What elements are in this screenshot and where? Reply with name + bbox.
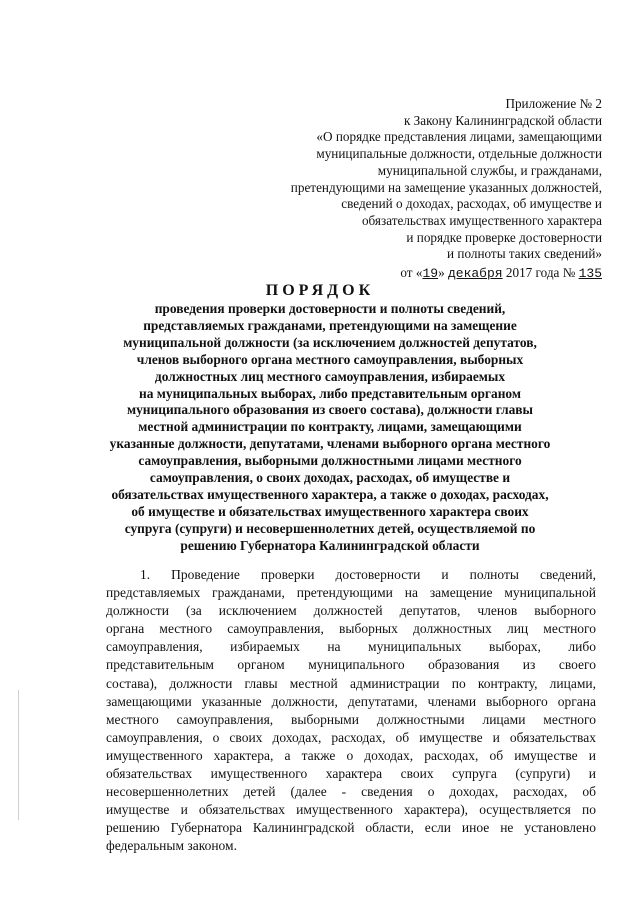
header-line: и порядке проверке достоверности (406, 229, 602, 245)
subtitle-line: муниципальной должности (за исключением должностей депутатов, (123, 334, 537, 350)
subtitle-line: супруга (супруги) и несовершеннолетних детей, осуществляемой по (124, 520, 536, 536)
header-line: сведений о доходах, расходах, об имуществе и (341, 196, 602, 212)
body-line: решению Губернатора Калининградской области, если иное не установлено (106, 820, 596, 836)
law-number: 135 (578, 266, 602, 282)
subtitle-line: указанные должности, депутатами, членами выборного органа местного (109, 436, 551, 452)
header-line: «О порядке представления лицами, замещающими (316, 129, 602, 145)
date-year: 2017 года № (502, 265, 579, 281)
date-mid: » (438, 265, 448, 281)
subtitle-line: самоуправления, о своих доходах, расходах, об имуществе и (149, 470, 511, 486)
subtitle-line: проведения проверки достоверности и полноты сведений, (154, 301, 506, 316)
subtitle-line: должностных лиц местного самоуправления, избираемых (154, 368, 506, 384)
header-line: обязательствах имущественного характера (361, 212, 602, 228)
body-line: замещающими указанные должности, депутатами, членами выборного органа (106, 693, 596, 709)
subtitle-line: членов выборного органа местного самоуправления, выборных (136, 351, 524, 367)
body-line: самоуправления, избираемых на муниципальных выборах, либо (106, 639, 596, 655)
subtitle-line: об имуществе и обязательствах имущественного характера своих (131, 503, 529, 519)
body-line: самоуправления, о своих доходах, расходах, об имуществе и обязательствах (106, 729, 596, 745)
body-line: имущественного характера, а также о доходах, расходах, об имуществе и (106, 747, 596, 763)
body-line: местного самоуправления, выборными должностными лицами местного (106, 711, 596, 727)
header-line: претендующими на замещение указанных должностей, (290, 179, 602, 195)
appendix-header (242, 96, 602, 283)
subtitle-line: на муниципальных выборах, либо представительным органом (139, 385, 521, 401)
header-line: муниципальной службы, и гражданами, (377, 162, 602, 178)
subtitle-line: муниципального образования из своего состава), должности главы (126, 402, 533, 418)
document-title: ПОРЯДОК (265, 282, 375, 299)
subtitle-line: представляемых гражданами, претендующими на замещение (143, 317, 517, 333)
body-line: представительным органом муниципального образования из своего (106, 657, 596, 673)
header-line: Приложение № 2 (505, 96, 602, 111)
date-prefix: от « (400, 265, 423, 281)
document-subtitle (70, 301, 590, 555)
header-line: и полноты таких сведений» (447, 246, 602, 262)
body-line: органа местного самоуправления, выборных должностных лиц местного (106, 621, 596, 637)
law-date-line (242, 265, 602, 283)
date-month: декабря (447, 266, 503, 282)
page-edge-mark (18, 690, 19, 820)
body-line: состава), должности главы местной администрации по контракту, лицами, (106, 675, 596, 691)
subtitle-line: самоуправления, выборными должностными лицами местного (138, 453, 522, 469)
date-day: 19 (422, 266, 439, 282)
body-line: имуществе и обязательствах имущественного характера), осуществляется по (106, 802, 596, 818)
body-line: 1. Проведение проверки достоверности и полноты сведений, (140, 567, 596, 582)
subtitle-line: обязательствах имущественного характера, а также о доходах, расходах, (111, 486, 549, 502)
paragraph-1 (106, 566, 596, 856)
body-line: несовершеннолетних детей (далее - сведения о доходах, расходах, об (106, 784, 596, 800)
subtitle-line: местной администрации по контракту, лицами, замещающими (138, 419, 522, 435)
subtitle-line: решению Губернатора Калининградской области (180, 537, 480, 553)
body-line: федеральным законом. (106, 838, 237, 854)
body-line: обязательствах имущественного характера своих супруга (супруги) и (106, 766, 596, 782)
body-line: должности (за исключением должностей депутатов, членов выборного (106, 603, 596, 619)
header-line: к Закону Калининградской области (403, 112, 602, 128)
body-line: представляемых гражданами, претендующими на замещение муниципальной (106, 585, 596, 601)
header-line: муниципальные должности, отдельные должности (316, 146, 602, 162)
